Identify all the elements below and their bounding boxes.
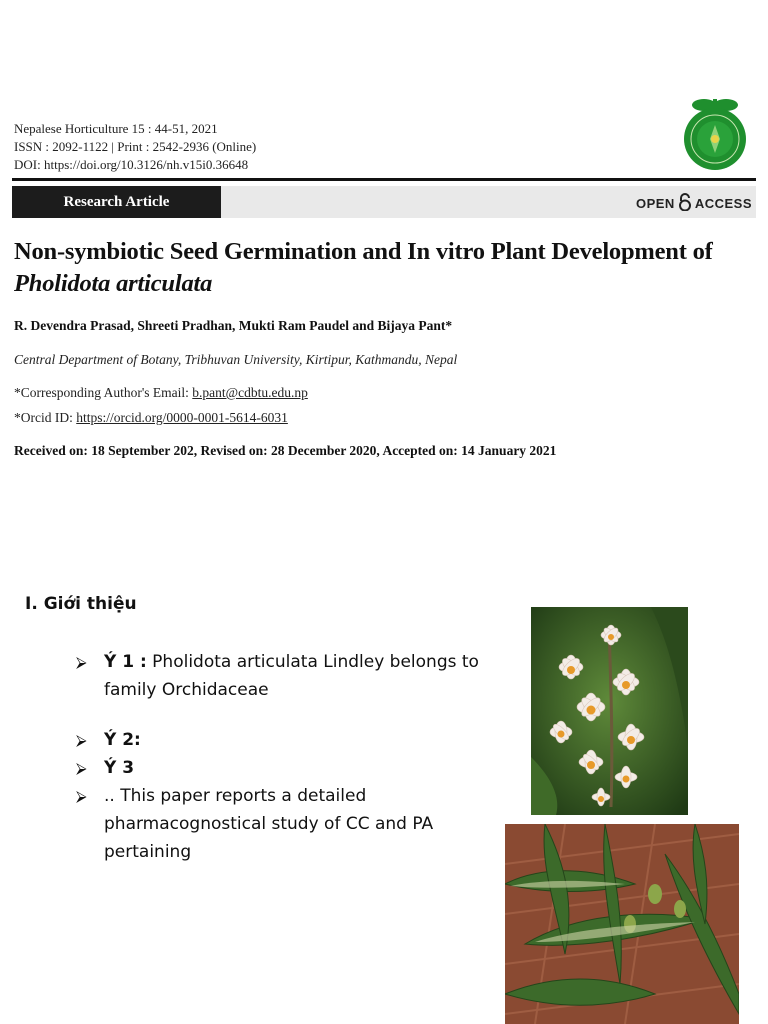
paper-title-main: Non-symbiotic Seed Germination and In vitro Plant Development of bbox=[14, 238, 713, 265]
paper-dates: Received on: 18 September 202, Revised on: 28 December 2020, Accepted on: 14 January 2021 bbox=[14, 443, 557, 458]
arrow-bullet-icon: ⮚ bbox=[76, 787, 87, 805]
bullet-item-2 bbox=[76, 726, 506, 754]
orchid-flower-photo bbox=[531, 607, 688, 815]
bullet-list bbox=[76, 648, 506, 866]
bullet-3-lead: Ý 3 bbox=[104, 758, 135, 778]
research-article-tag: Research Article bbox=[12, 186, 221, 218]
bullet-item-4 bbox=[76, 782, 506, 866]
paper-title bbox=[14, 236, 762, 300]
journal-citation: Nepalese Horticulture 15 : 44-51, 2021 bbox=[14, 121, 218, 136]
arrow-bullet-icon: ⮚ bbox=[76, 653, 87, 671]
email-label: *Corresponding Author's Email: bbox=[14, 385, 193, 400]
arrow-bullet-icon: ⮚ bbox=[76, 759, 87, 777]
bullet-item-3 bbox=[76, 754, 506, 782]
society-logo-icon bbox=[676, 95, 754, 173]
journal-doi: DOI: https://doi.org/10.3126/nh.v15i0.36648 bbox=[14, 157, 249, 172]
open-lock-icon bbox=[678, 193, 692, 214]
orcid-link[interactable]: https://orcid.org/0000-0001-5614-6031 bbox=[76, 410, 288, 425]
bullet-2-lead: Ý 2: bbox=[104, 730, 141, 750]
corresponding-email bbox=[14, 385, 308, 401]
email-link[interactable]: b.pant@cdbtu.edu.np bbox=[192, 385, 308, 400]
orchid-leaves-photo bbox=[505, 824, 739, 1024]
orcid-label: *Orcid ID: bbox=[14, 410, 77, 425]
header-rule bbox=[12, 178, 756, 181]
arrow-bullet-icon: ⮚ bbox=[76, 731, 87, 749]
bullet-item-1 bbox=[76, 648, 506, 704]
bullet-1-lead: Ý 1 : bbox=[104, 652, 147, 672]
open-access-label-right: ACCESS bbox=[694, 196, 752, 211]
paper-affiliation: Central Department of Botany, Tribhuvan University, Kirtipur, Kathmandu, Nepal bbox=[14, 352, 458, 367]
section-heading: I. Giới thiệu bbox=[25, 594, 137, 614]
bullet-4-text: .. This paper reports a detailed pharmacognostical study of CC and PA pertaining bbox=[104, 786, 434, 862]
bullet-1-text: Pholidota articulata Lindley belongs to family Orchidaceae bbox=[104, 652, 479, 700]
paper-title-species: Pholidota articulata bbox=[14, 270, 213, 297]
orcid-id bbox=[14, 410, 288, 426]
paper-authors: R. Devendra Prasad, Shreeti Pradhan, Mukti Ram Paudel and Bijaya Pant* bbox=[14, 318, 453, 333]
bullet-spacer bbox=[76, 704, 506, 726]
journal-issn: ISSN : 2092-1122 | Print : 2542-2936 (Online) bbox=[14, 139, 257, 154]
open-access-badge bbox=[636, 193, 752, 214]
open-access-label-left: OPEN bbox=[635, 196, 675, 211]
